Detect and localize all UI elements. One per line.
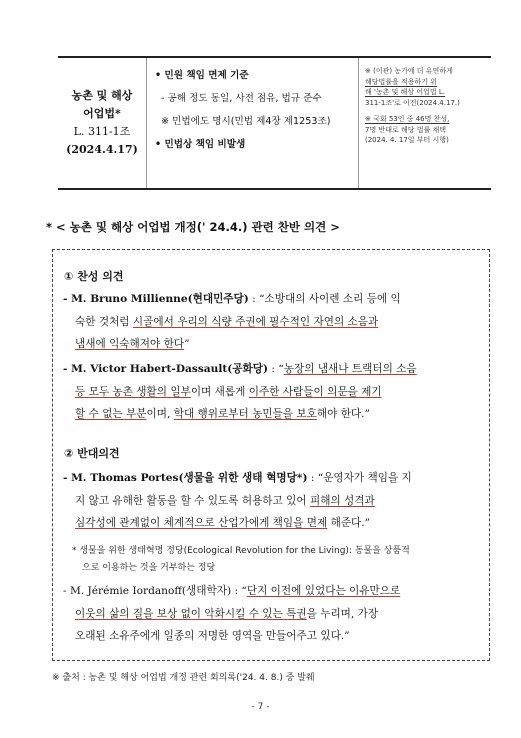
- quote-text: 해준다.”: [327, 517, 371, 530]
- quote-text: 이며 새롭게: [190, 385, 249, 398]
- note-vote-line: (2024. 4. 17일 부터 시행): [365, 136, 449, 144]
- note-vote: [365, 114, 491, 146]
- quote-highlight: 할 수 없는 부분: [75, 408, 147, 421]
- note-transfer-line: 311-1조'로 이전(2024.4.17.): [365, 98, 460, 107]
- page-number: - 7 -: [251, 702, 270, 712]
- quote-text: 오래된 소유주에게 일종의 저명한 영역을 만들어주고 있다.”: [75, 630, 350, 643]
- quote-text: ”: [184, 338, 190, 351]
- note-transfer-line: 해당법률을 적용하기 위: [365, 77, 438, 86]
- footnote: [72, 543, 410, 577]
- law-name-cell: [58, 58, 147, 188]
- quote-highlight: 피해의 성격과: [309, 494, 375, 507]
- quote-highlight: 심각성에 관계없이 체계적으로 산업가에게 책임을 면제: [75, 517, 328, 530]
- criteria-bullet-1: • 민원 책임 면제 기준: [155, 70, 249, 81]
- criteria-bullet-2: • 민법상 책임 비발생: [155, 139, 246, 150]
- footnote-line: * 생물을 위한 생태혁명 정당(Ecological Revolution for the Living): 동물을 상품적: [72, 546, 410, 556]
- quote-highlight: 냄새에 익숙해져야 한다: [75, 338, 185, 351]
- note-vote-line: ※ 국회 53인 중 46명 찬성,: [365, 115, 450, 123]
- footnote-line: 으로 이용하는 것을 거부하는 정당: [82, 563, 216, 573]
- pro-opinion-1: [63, 288, 477, 356]
- quote-text: : “: [231, 585, 247, 597]
- law-summary-table: [58, 56, 491, 190]
- quote-text: 을 누리며, 가장: [306, 607, 379, 620]
- criteria-sub-1: - 공해 정도 동일, 사전 점유, 법규 준수: [161, 93, 322, 104]
- quote-highlight: 시골에서 우리의 식량 주권에 필수적인 자연의 소음과: [132, 315, 379, 328]
- law-name-line2: 어업법*: [83, 107, 121, 120]
- note-transfer-line: ※ (이관) 농가에 더 유연하게: [365, 67, 453, 75]
- criteria-cell: [147, 58, 359, 188]
- notes-cell: [359, 58, 491, 188]
- quote-text: : “: [268, 363, 284, 375]
- speaker-name: - M. Victor Habert-Dassault(공화당): [63, 363, 269, 375]
- quote-text: : “소방대의 사이렌 소리 등에 익: [248, 293, 401, 305]
- section-heading: * < 농촌 및 해상 어업법 개정(' 24.4.) 관련 찬반 의견 >: [46, 220, 340, 234]
- pro-title: ① 찬성 의견: [64, 270, 124, 283]
- note-vote-line: 7명 반대로 해당 법률 채택: [365, 125, 446, 134]
- speaker-name: - M. Bruno Millienne(현대민주당): [63, 293, 249, 305]
- quote-text: 숙한 것처럼: [75, 315, 133, 328]
- quote-highlight: 농장의 냄새나 트랙터의 소음: [283, 363, 417, 375]
- pro-opinion-2: [63, 358, 477, 426]
- quote-text: 지 않고 유해한 활동을 할 수 있도록 허용하고 있어: [75, 494, 310, 507]
- quote-highlight: 이주한 사람들이 의문을 제기: [248, 385, 382, 398]
- quote-highlight: 단지 이전에 있었다는 이유만으로: [246, 585, 401, 597]
- law-name-line1: 농촌 및 해상: [71, 89, 133, 102]
- quote-highlight: 학대 행위로부터 농민들을 보호: [173, 408, 317, 421]
- quote-text: 이며,: [146, 408, 174, 421]
- con-opinion-1: [63, 467, 477, 535]
- source-note: ※ 출처 : 농촌 및 해상 어업법 개정 관련 회의록('24. 4. 8.) 중 발췌: [52, 673, 315, 683]
- quote-highlight: 이웃의 삶의 질을 보상 없이 악화시킬 수 있는 특권: [75, 607, 307, 620]
- con-title: ② 반대의견: [64, 447, 120, 460]
- note-transfer: [365, 66, 491, 108]
- quote-highlight: 등 모두 농촌 생활의 일부: [75, 385, 191, 398]
- law-article: L. 311-1조: [73, 125, 131, 138]
- note-transfer-line: 해 '농촌 및 해상 어업법 L.: [365, 88, 446, 96]
- speaker-name: - M. Jérémie Iordanoff(생태학자): [63, 585, 232, 597]
- criteria-sub-2: ※ 민법에도 명시(민법 제4장 제1253조): [161, 116, 331, 127]
- quote-text: 해야 한다.”: [316, 408, 370, 421]
- speaker-name: - M. Thomas Portes(생물을 위한 생태 혁명당*): [63, 472, 308, 484]
- law-date: (2024.4.17): [66, 143, 138, 156]
- con-opinion-2: [63, 580, 477, 648]
- quote-text: : “운영자가 책임을 지: [307, 472, 412, 484]
